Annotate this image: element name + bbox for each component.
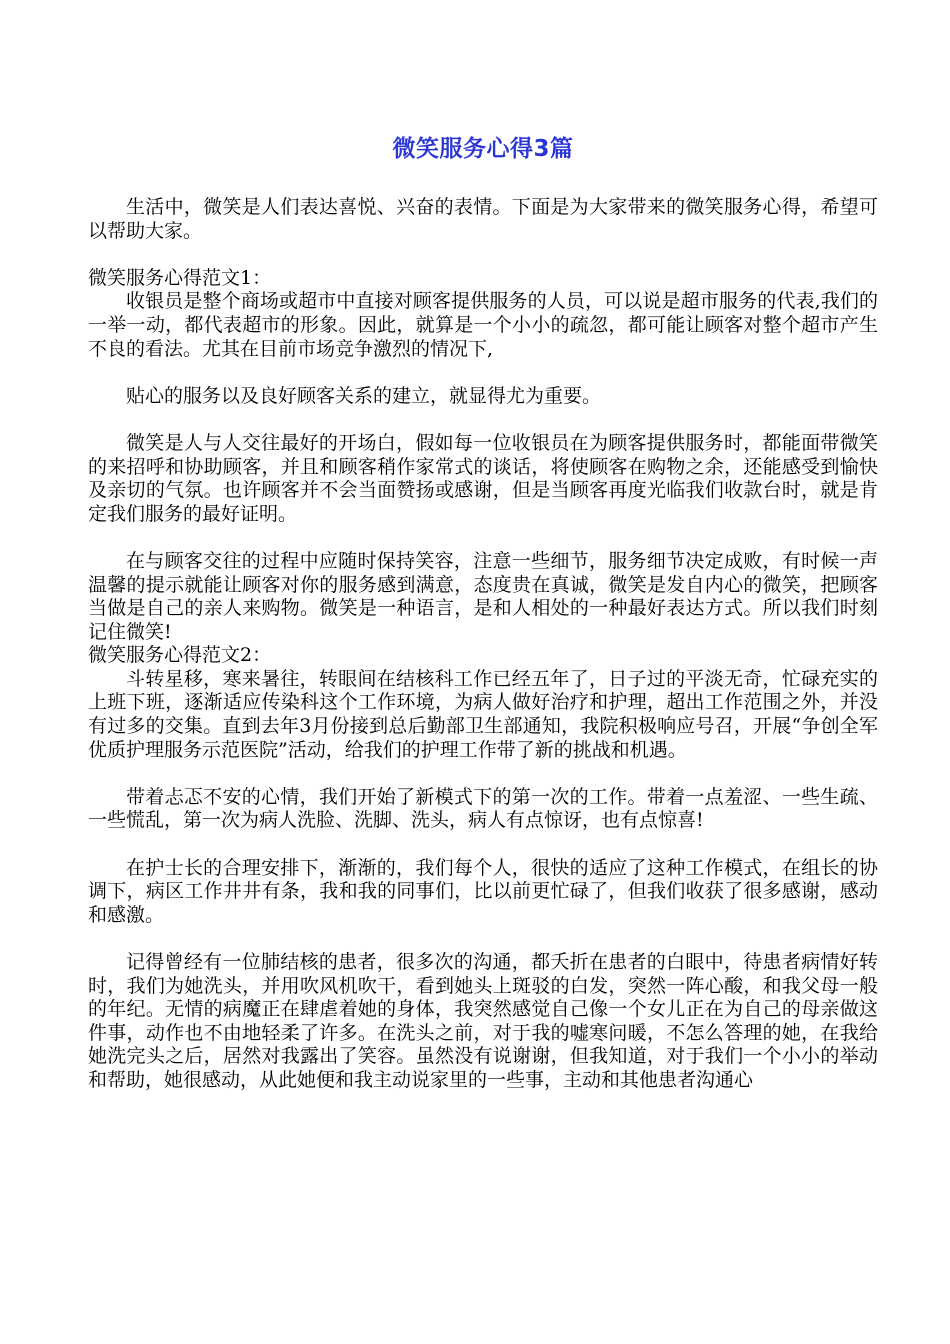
document-title: 微笑服务心得3篇: [392, 136, 574, 162]
paragraph-spacer: [88, 762, 878, 786]
section-2-heading: 微笑服务心得范文2：: [88, 644, 272, 667]
paragraph-spacer: [88, 927, 878, 951]
section-2-paragraph-4: 记得曾经有一位肺结核的患者，很多次的沟通，都夭折在患者的白眼中，待患者病情好转时，我们为她洗头，并用吹风机吹干，看到她头上斑驳的白发，突然一阵心酸，和我父母一般的年纪。无情的病魔正在肆虐着她的身体，我突然感觉自己像一个女儿正在为自己的母亲做这件事，动作也不由地轻柔了许多。在洗头之前，对于我的嘘寒问暖，不怎么答理的她，在我给她洗完头之后，居然对我露出了笑容。虽然没有说谢谢，但我知道，对于我们一个小小的举动和帮助，她很感动，从此她便和我主动说家里的一些事，主动和其他患者沟通心: [88, 951, 878, 1091]
paragraph-spacer: [88, 833, 878, 857]
section-1-paragraph-3: 微笑是人与人交往最好的开场白，假如每一位收银员在为顾客提供服务时，都能面带微笑的来招呼和协助顾客，并且和顾客稍作家常式的谈话，将使顾客在购物之余，还能感受到愉快及亲切的气氛。也许顾客并不会当面赞扬或感谢，但是当顾客再度光临我们收款台时，就是肯定我们服务的最好证明。: [88, 431, 878, 525]
section-1-paragraph-4: 在与顾客交往的过程中应随时保持笑容，注意一些细节，服务细节决定成败，有时候一声温馨的提示就能让顾客对你的服务感到满意，态度贵在真诚，微笑是发自内心的微笑，把顾客当做是自己的亲人来购物。微笑是一种语言，是和人相处的一种最好表达方式。所以我们时刻记住微笑!: [88, 549, 878, 643]
section-2-paragraph-3: 在护士长的合理安排下，渐渐的，我们每个人，很快的适应了这种工作模式，在组长的协调下，病区工作井井有条，我和我的同事们，比以前更忙碌了，但我们收获了很多感谢，感动和感激。: [88, 856, 878, 926]
section-1-heading: 微笑服务心得范文1：: [88, 266, 272, 289]
paragraph-spacer: [88, 526, 878, 550]
paragraph-spacer: [88, 408, 878, 432]
section-1-paragraph-2: 贴心的服务以及良好顾客关系的建立，就显得尤为重要。: [126, 384, 602, 407]
document-body: [88, 196, 878, 1093]
section-2-paragraph-1: 斗转星移，寒来暑往，转眼间在结核科工作已经五年了，日子过的平淡无奇，忙碌充实的上班下班，逐渐适应传染科这个工作环境，为病人做好治疗和护理，超出工作范围之外，并没有过多的交集。直到去年3月份接到总后勤部卫生部通知，我院积极响应号召，开展“争创全军优质护理服务示范医院”活动，给我们的护理工作带了新的挑战和机遇。: [88, 667, 878, 761]
section-2-paragraph-2: 带着忐忑不安的心情，我们开始了新模式下的第一次的工作。带着一点羞涩、一些生疏、一些慌乱，第一次为病人洗脸、洗脚、洗头，病人有点惊讶，也有点惊喜!: [88, 785, 878, 832]
intro-paragraph: 生活中，微笑是人们表达喜悦、兴奋的表情。下面是为大家带来的微笑服务心得，希望可以帮助大家。: [88, 196, 878, 242]
paragraph-spacer: [88, 361, 878, 385]
section-1-paragraph-1: 收银员是整个商场或超市中直接对顾客提供服务的人员，可以说是超市服务的代表,我们的一举一动，都代表超市的形象。因此，就算是一个小小的疏忽，都可能让顾客对整个超市产生不良的看法。尤其在目前市场竞争激烈的情况下,: [88, 290, 878, 360]
paragraph-spacer: [88, 243, 878, 267]
